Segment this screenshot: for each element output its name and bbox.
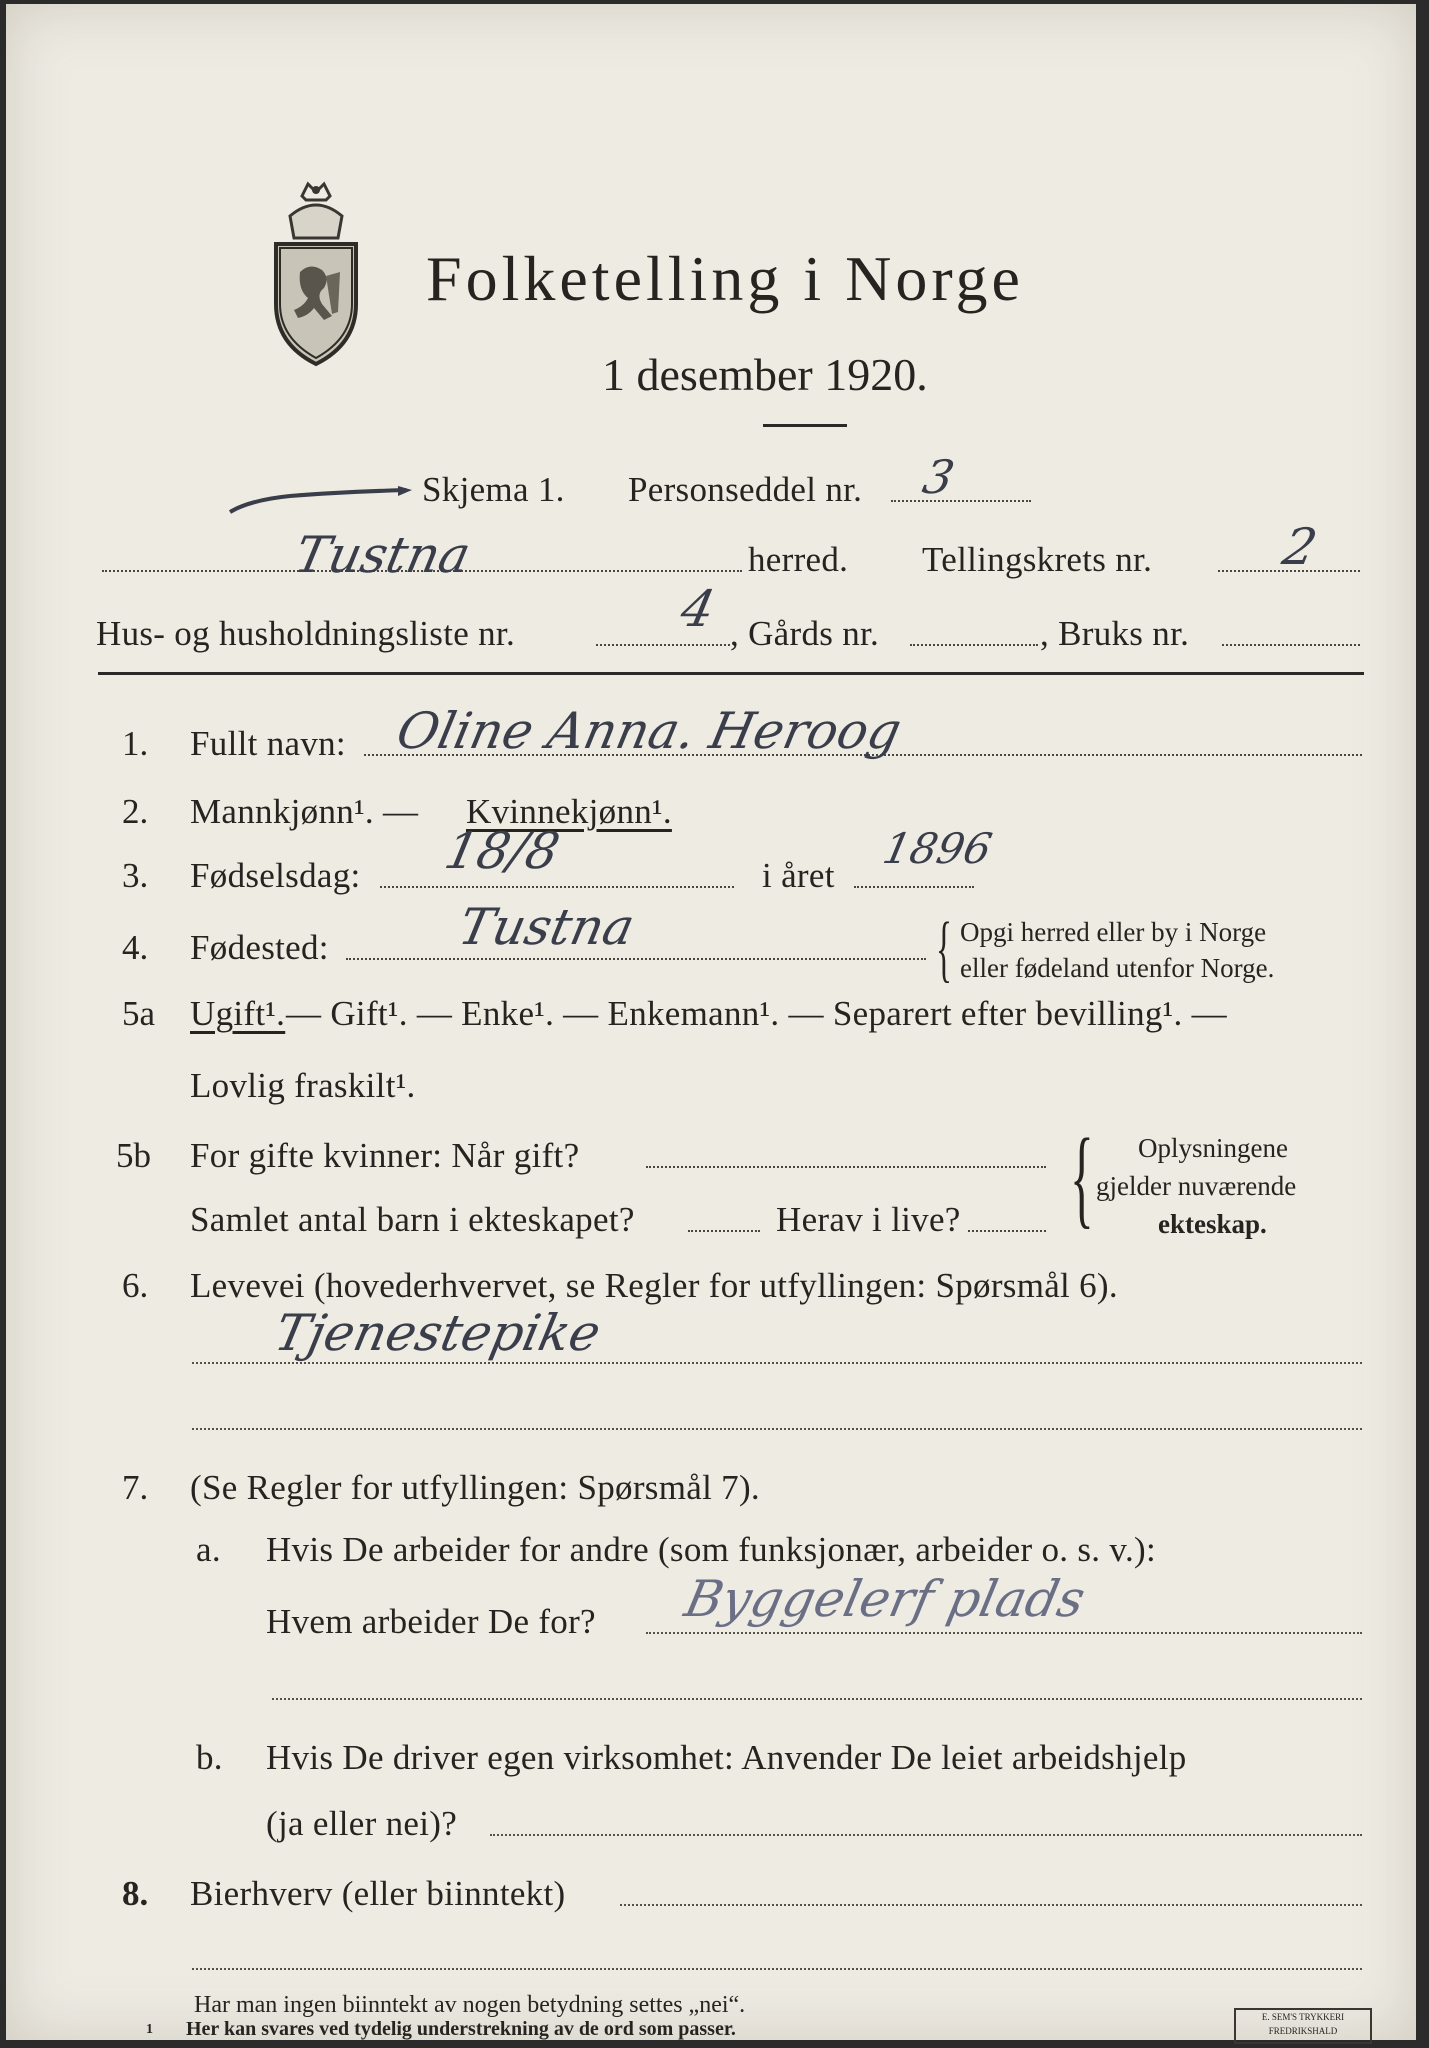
q5b-label1: For gifte kvinner: Når gift? (190, 1136, 580, 1175)
pen-stroke-mark (226, 482, 416, 522)
census-form-page (6, 4, 1416, 2040)
q2-number: 2. (122, 792, 149, 831)
footnote-text: Her kan svares ved tydelig understrekning av de ord som passer. (186, 2018, 736, 2040)
section-divider (98, 672, 1364, 675)
q7a-line (646, 1632, 1362, 1634)
q8-note: Har man ingen biinntekt av nogen betydning settes „nei“. (194, 1992, 746, 2018)
q6-number: 6. (122, 1266, 149, 1305)
q7b-letter: b. (196, 1738, 223, 1777)
q5b-label2: Samlet antal barn i ekteskapet? (190, 1200, 635, 1239)
form-title: Folketelling i Norge (426, 243, 1024, 314)
bruks-label: , Bruks nr. (1040, 614, 1190, 653)
employer-value[interactable]: Byggelerf plads (679, 1570, 1091, 1628)
q5b-children-line (688, 1230, 760, 1232)
q3-label: Fødselsdag: (190, 856, 361, 895)
q7a-question: Hvem arbeider De for? (266, 1602, 596, 1641)
q6-label: Levevei (hovederhvervet, se Regler for utfyllingen: Spørsmål 6). (190, 1266, 1118, 1305)
personseddel-value[interactable]: 3 (918, 450, 960, 504)
full-name-value[interactable]: Oline Anna. Heroog (391, 702, 907, 760)
gards-label: , Gårds nr. (730, 614, 880, 653)
census-date: 1 desember 1920. (602, 349, 928, 400)
q5a-other-options[interactable]: — Gift¹. — Enke¹. — Enkemann¹. — Separert efter bevilling¹. — (286, 994, 1227, 1033)
q5b-number: 5b (116, 1136, 151, 1175)
q7a-line2 (272, 1698, 1362, 1700)
personseddel-line (891, 500, 1031, 502)
q7b-line (490, 1834, 1362, 1836)
q8-line2 (192, 1968, 1362, 1970)
tellingskrets-label: Tellingskrets nr. (922, 540, 1153, 579)
q8-label: Bierhverv (eller biinntekt) (190, 1874, 566, 1913)
skjema-label: Skjema 1. (422, 470, 565, 509)
q7b-question: (ja eller nei)? (266, 1804, 458, 1843)
title-divider (763, 424, 847, 427)
birthplace-value[interactable]: Tustna (453, 898, 640, 956)
q4-note-line1: Opgi herred eller by i Norge (960, 917, 1267, 947)
q5a-number: 5a (122, 994, 156, 1033)
q2-female-option[interactable]: Kvinnekjønn¹. (466, 792, 672, 831)
occupation-value[interactable]: Tjenestepike (269, 1304, 606, 1362)
q8-line (620, 1904, 1362, 1906)
gards-line (910, 644, 1038, 646)
herred-value[interactable]: Tustna (289, 526, 476, 584)
coat-of-arms-icon (256, 176, 376, 376)
q7-number: 7. (122, 1468, 149, 1507)
q4-note-line2: eller fødeland utenfor Norge. (960, 953, 1275, 983)
q4-brace: { (936, 908, 952, 990)
birth-day-value[interactable]: 18/8 (439, 822, 565, 880)
q8-number: 8. (122, 1874, 149, 1913)
footnote-mark: 1 (146, 2022, 153, 2037)
q7a-label: Hvis De arbeider for andre (som funksjonær, arbeider o. s. v.): (266, 1530, 1156, 1569)
q4-number: 4. (122, 928, 149, 967)
tellingskrets-value[interactable]: 2 (1277, 518, 1322, 576)
personseddel-label: Personseddel nr. (628, 470, 863, 509)
q4-label: Fødested: (190, 928, 329, 967)
printer-stamp (1234, 2008, 1372, 2044)
herred-label: herred. (748, 540, 849, 579)
q1-label: Fullt navn: (190, 724, 346, 763)
q5b-note-line1: Oplysningene (1138, 1133, 1288, 1163)
q5b-brace: { (1070, 1116, 1094, 1238)
birth-year-value[interactable]: 1896 (878, 824, 997, 873)
q5b-alive-line (968, 1230, 1046, 1232)
q3-number: 3. (122, 856, 149, 895)
hus-value[interactable]: 4 (675, 580, 720, 638)
q5a-fraskilt-option[interactable]: Lovlig fraskilt¹. (190, 1066, 416, 1105)
hus-label: Hus- og husholdningsliste nr. (96, 614, 515, 653)
q6-line1 (192, 1362, 1362, 1364)
q5b-label3: Herav i live? (776, 1200, 961, 1239)
q6-line2 (192, 1428, 1362, 1430)
hus-line (596, 644, 730, 646)
q5b-when-line (646, 1166, 1046, 1168)
q7-label: (Se Regler for utfyllingen: Spørsmål 7). (190, 1468, 760, 1507)
q1-number: 1. (122, 724, 149, 763)
q3-day-line (380, 886, 734, 888)
printer-line1: E. SEM'S TRYKKERI (1261, 2012, 1345, 2022)
q3-year-line (854, 886, 974, 888)
q5b-note-line2: gjelder nuværende (1096, 1171, 1297, 1201)
bruks-line (1222, 644, 1360, 646)
q5b-note-line3: ekteskap. (1158, 1209, 1267, 1239)
q7a-letter: a. (196, 1530, 221, 1569)
q4-line (346, 958, 926, 960)
q5a-ugift-option[interactable]: Ugift¹. (190, 994, 286, 1033)
q3-year-label: i året (762, 856, 835, 895)
q7b-label: Hvis De driver egen virksomhet: Anvender De leiet arbeidshjelp (266, 1738, 1187, 1777)
q2-male-option[interactable]: Mannkjønn¹. — (190, 792, 419, 831)
printer-line2: FREDRIKSHALD (1268, 2026, 1338, 2036)
